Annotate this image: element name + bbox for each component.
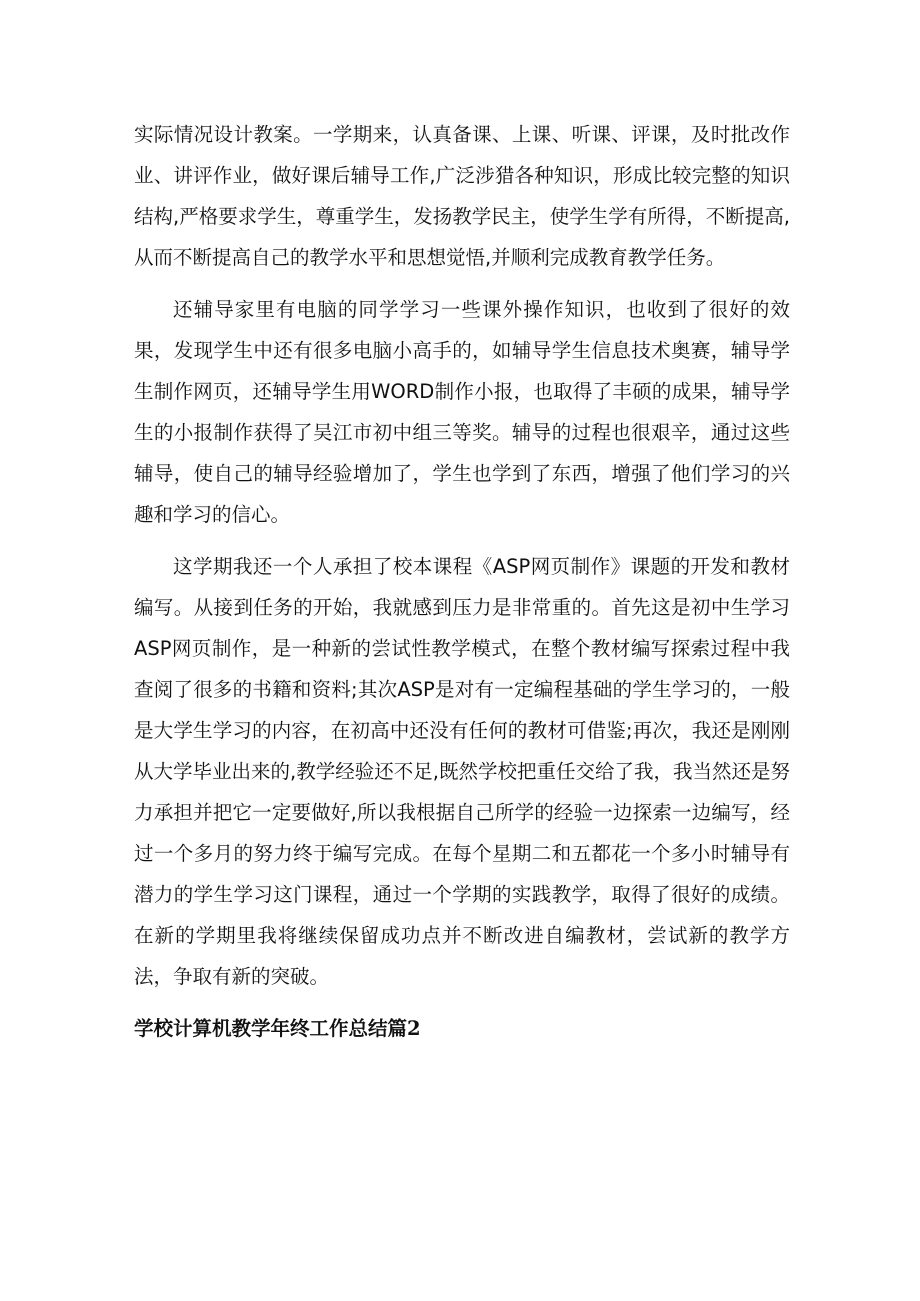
document-body — [134, 114, 790, 1049]
paragraph-extracurricular: 还辅导家里有电脑的同学学习一些课外操作知识，也收到了很好的效果，发现学生中还有很多电脑小高手的，如辅导学生信息技术奥赛，辅导学生制作网页，还辅导学生用WORD制作小报，也取得了丰硕的成果，辅导学生的小报制作获得了吴江市初中组三等奖。辅导的过程也很艰辛，通过这些辅导，使自己的辅导经验增加了，学生也学到了东西，增强了他们学习的兴趣和学习的信心。 — [134, 298, 790, 526]
paragraph-asp-course: 这学期我还一个人承担了校本课程《ASP网页制作》课题的开发和教材编写。从接到任务的开始，我就感到压力是非常重的。首先这是初中生学习ASP网页制作，是一种新的尝试性教学模式，在整个教材编写探索过程中我查阅了很多的书籍和资料;其次ASP是对有一定编程基础的学生学习的，一般是大学生学习的内容，在初高中还没有任何的教材可借鉴;再次，我还是刚刚从大学毕业出来的,教学经验还不足,既然学校把重任交给了我，我当然还是努力承担并把它一定要做好,所以我根据自己所学的经验一边探索一边编写，经过一个多月的努力终于编写完成。在每个星期二和五都花一个多小时辅导有潜力的学生学习这门课程，通过一个学期的实践教学，取得了很好的成绩。在新的学期里我将继续保留成功点并不断改进自编教材，尝试新的教学方法，争取有新的突破。 — [134, 555, 790, 988]
section-heading: 学校计算机教学年终工作总结篇2 — [134, 1017, 421, 1040]
paragraph-continued: 实际情况设计教案。一学期来，认真备课、上课、听课、评课，及时批改作业、讲评作业，做好课后辅导工作,广泛涉猎各种知识，形成比较完整的知识结构,严格要求学生，尊重学生，发扬教学民主，使学生学有所得，不断提高,从而不断提高自己的教学水平和思想觉悟,并顺利完成教育教学任务。 — [134, 123, 790, 269]
